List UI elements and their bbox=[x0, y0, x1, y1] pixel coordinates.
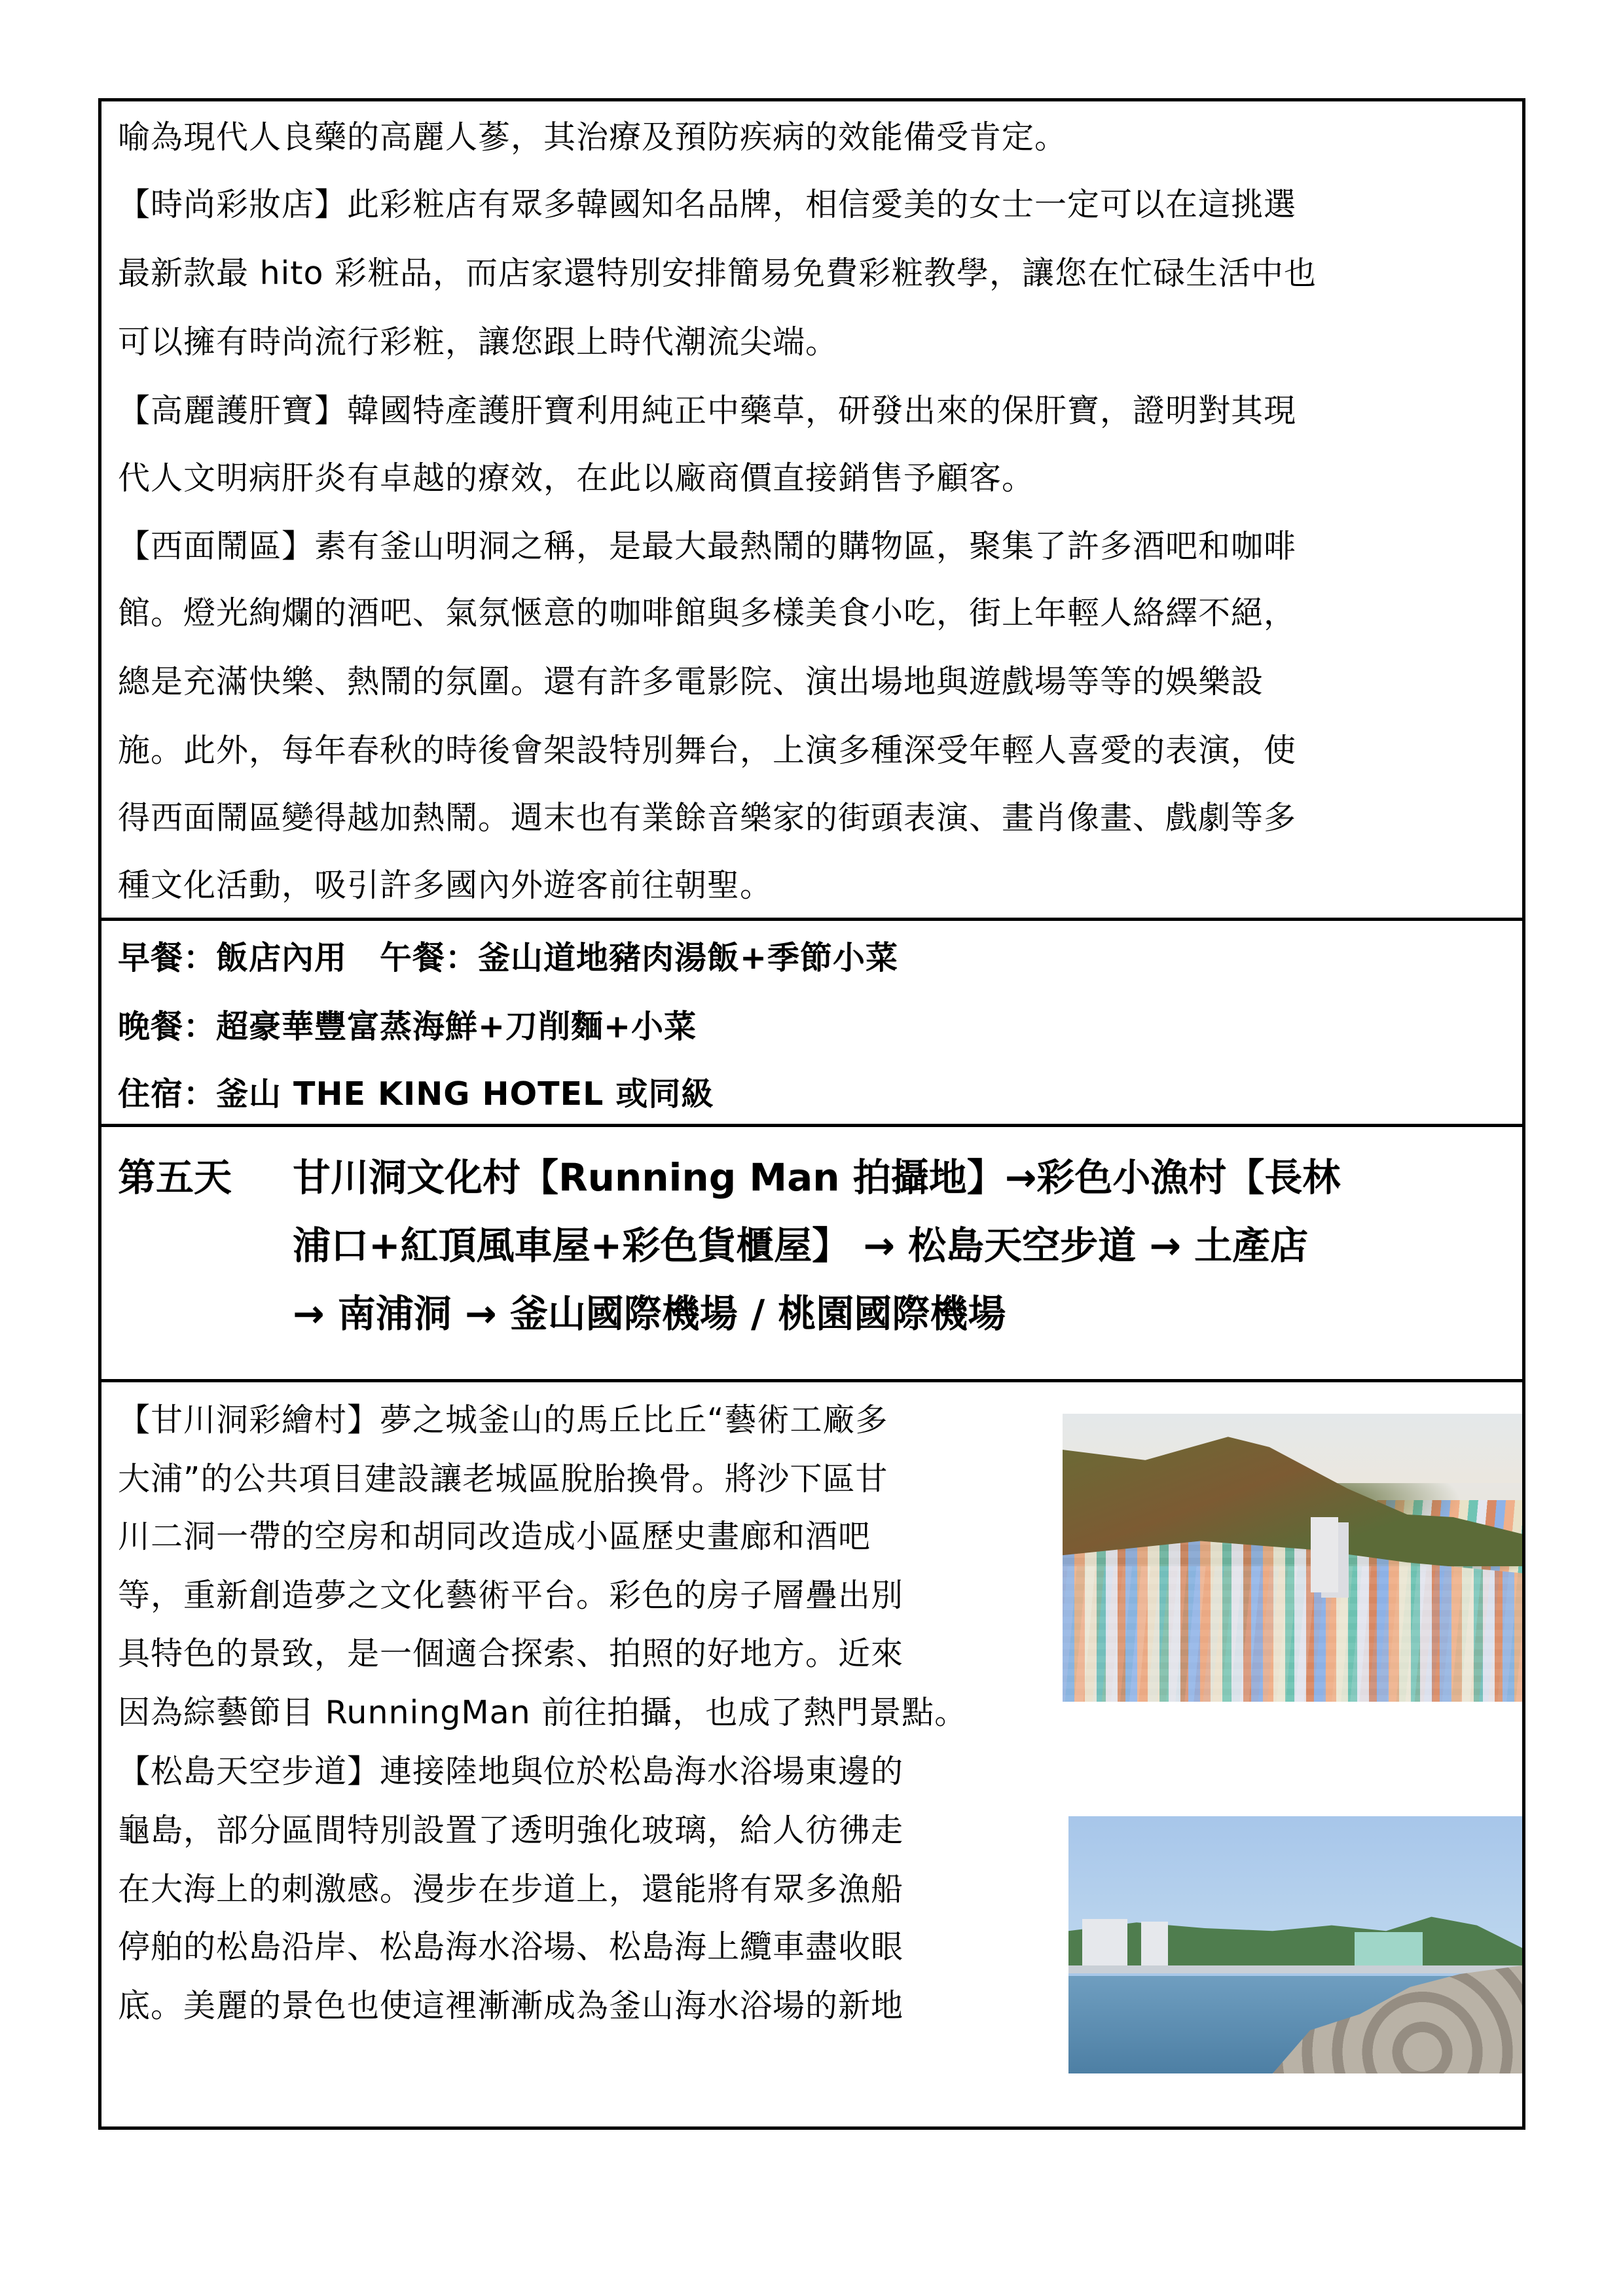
dinner-line: 晚餐：超豪華豐富蒸海鮮+刀削麵+小菜 bbox=[118, 1008, 697, 1045]
body-line: 具特色的景致，是一個適合探索、拍照的好地方。近來 bbox=[118, 1635, 904, 1672]
meals-row bbox=[101, 921, 1522, 1124]
body-line: 館。燈光絢爛的酒吧、氣氛愜意的咖啡館與多樣美食小吃，街上年輕人絡繹不絕， bbox=[118, 594, 1297, 632]
body-line: 【時尚彩妝店】此彩粧店有眾多韓國知名品牌，相信愛美的女士一定可以在這挑選 bbox=[118, 186, 1297, 223]
photo-building bbox=[1355, 1932, 1423, 1968]
photo-building bbox=[1082, 1919, 1127, 1971]
body-line: 川二洞一帶的空房和胡同改造成小區歷史畫廊和酒吧 bbox=[118, 1518, 871, 1555]
route-line: 甘川洞文化村【Running Man 拍攝地】→彩色小漁村【長林 bbox=[293, 1155, 1341, 1200]
route-line: → 南浦洞 → 釜山國際機場 / 桃園國際機場 bbox=[293, 1291, 1006, 1336]
hotel-line: 住宿：釜山 THE KING HOTEL 或同級 bbox=[118, 1075, 714, 1113]
body-line: 可以擁有時尚流行彩粧，讓您跟上時代潮流尖端。 bbox=[118, 323, 839, 361]
body-line: 施。此外，每年春秋的時後會架設特別舞台，上演多種深受年輕人喜愛的表演，使 bbox=[118, 732, 1297, 769]
day-label: 第五天 bbox=[118, 1155, 232, 1200]
body-line: 總是充滿快樂、熱鬧的氛圍。還有許多電影院、演出場地與遊戲場等等的娛樂設 bbox=[118, 663, 1264, 700]
photo-apartment-tower bbox=[1311, 1517, 1338, 1592]
body-line: 大浦”的公共項目建設讓老城區脫胎換骨。將沙下區甘 bbox=[118, 1460, 888, 1498]
body-line: 【西面鬧區】素有釜山明洞之稱，是最大最熱鬧的購物區，聚集了許多酒吧和咖啡 bbox=[118, 528, 1297, 565]
body-line: 龜島，部分區間特別設置了透明強化玻璃，給人彷彿走 bbox=[118, 1812, 904, 1849]
body-line: 喻為現代人良藥的高麗人蔘，其治療及預防疾病的效能備受肯定。 bbox=[118, 118, 1068, 156]
photo-skywalk-bridge bbox=[1068, 1965, 1522, 1973]
songdo-skywalk-photo bbox=[1068, 1816, 1522, 2073]
itinerary-table bbox=[98, 98, 1525, 2130]
body-line: 代人文明病肝炎有卓越的療效，在此以廠商價直接銷售予顧客。 bbox=[118, 459, 1035, 497]
body-line: 種文化活動，吸引許多國內外遊客前往朝聖。 bbox=[118, 867, 773, 904]
body-line: 【松島天空步道】連接陸地與位於松島海水浴場東邊的 bbox=[118, 1753, 904, 1790]
route-line: 浦口+紅頂風車屋+彩色貨櫃屋】 → 松島天空步道 → 土產店 bbox=[293, 1223, 1309, 1268]
attractions-row bbox=[101, 1382, 1522, 2130]
body-line: 底。美麗的景色也使這裡漸漸成為釜山海水浴場的新地 bbox=[118, 1987, 904, 2024]
breakfast-lunch-line: 早餐：飯店內用 午餐：釜山道地豬肉湯飯+季節小菜 bbox=[118, 939, 899, 977]
body-line: 因為綜藝節目 RunningMan 前往拍攝，也成了熱門景點。 bbox=[118, 1694, 968, 1731]
gamcheon-village-photo bbox=[1063, 1414, 1522, 1702]
continuation-row bbox=[101, 101, 1522, 920]
body-line: 【甘川洞彩繪村】夢之城釜山的馬丘比丘“藝術工廠多 bbox=[118, 1401, 888, 1439]
body-line: 最新款最 hito 彩粧品，而店家還特別安排簡易免費彩粧教學，讓您在忙碌生活中也 bbox=[118, 255, 1317, 292]
body-line: 等，重新創造夢之文化藝術平台。彩色的房子層疊出別 bbox=[118, 1577, 904, 1614]
body-line: 得西面鬧區變得越加熱鬧。週末也有業餘音樂家的街頭表演、畫肖像畫、戲劇等多 bbox=[118, 799, 1297, 836]
body-line: 在大海上的刺激感。漫步在步道上，還能將有眾多漁船 bbox=[118, 1871, 904, 1908]
day-header-row bbox=[101, 1127, 1522, 1379]
body-line: 停舶的松島沿岸、松島海水浴場、松島海上纜車盡收眼 bbox=[118, 1928, 904, 1965]
photo-building bbox=[1141, 1922, 1169, 1971]
body-line: 【高麗護肝寶】韓國特產護肝寶利用純正中藥草，研發出來的保肝寶，證明對其現 bbox=[118, 392, 1297, 429]
